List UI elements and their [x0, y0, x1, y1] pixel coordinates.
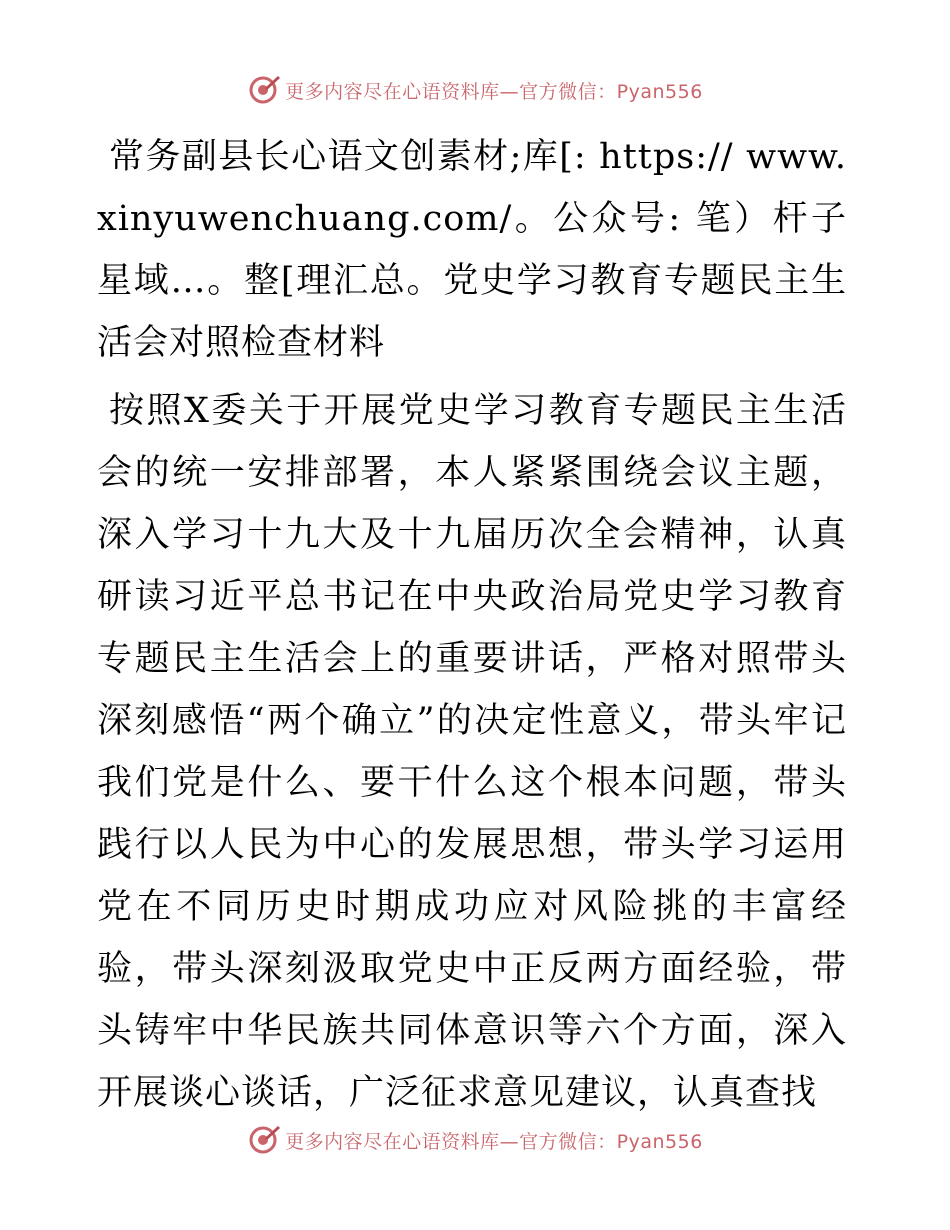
pen-logo-icon	[247, 1123, 281, 1157]
header-banner	[0, 70, 950, 110]
footer-banner	[0, 1120, 950, 1160]
footer-banner-text: 更多内容尽在心语资料库—官方微信：Pyan556	[285, 1130, 703, 1153]
header-banner-text: 更多内容尽在心语资料库—官方微信：Pyan556	[285, 80, 703, 103]
pen-logo-icon	[247, 73, 281, 107]
document-title-paragraph: 常务副县长心语文创素材;库[: https:// www.xinyuwenchuang.com/。公众号: 笔）杆子星域…。整[理汇总。党史学习教育专题民主生活会对照检查材料	[97, 137, 847, 363]
document-content	[97, 126, 847, 1124]
document-body-paragraph: 按照X委关于开展党史学习教育专题民主生活会的统一安排部署，本人紧紧围绕会议主题，深入学习十九大及十九届历次全会精神，认真研读习近平总书记在中央政治局党史学习教育专题民主生活会上的重要讲话，严格对照带头深刻感悟“两个确立”的决定性意义，带头牢记我们党是什么、要干什么这个根本问题，带头践行以人民为中心的发展思想，带头学习运用党在不同历史时期成功应对风险挑的丰富经验，带头深刻汲取党史中正反两方面经验，带头铸牢中华民族共同体意识等六个方面，深入开展谈心谈话，广泛征求意见建议，认真查找	[97, 391, 847, 1113]
